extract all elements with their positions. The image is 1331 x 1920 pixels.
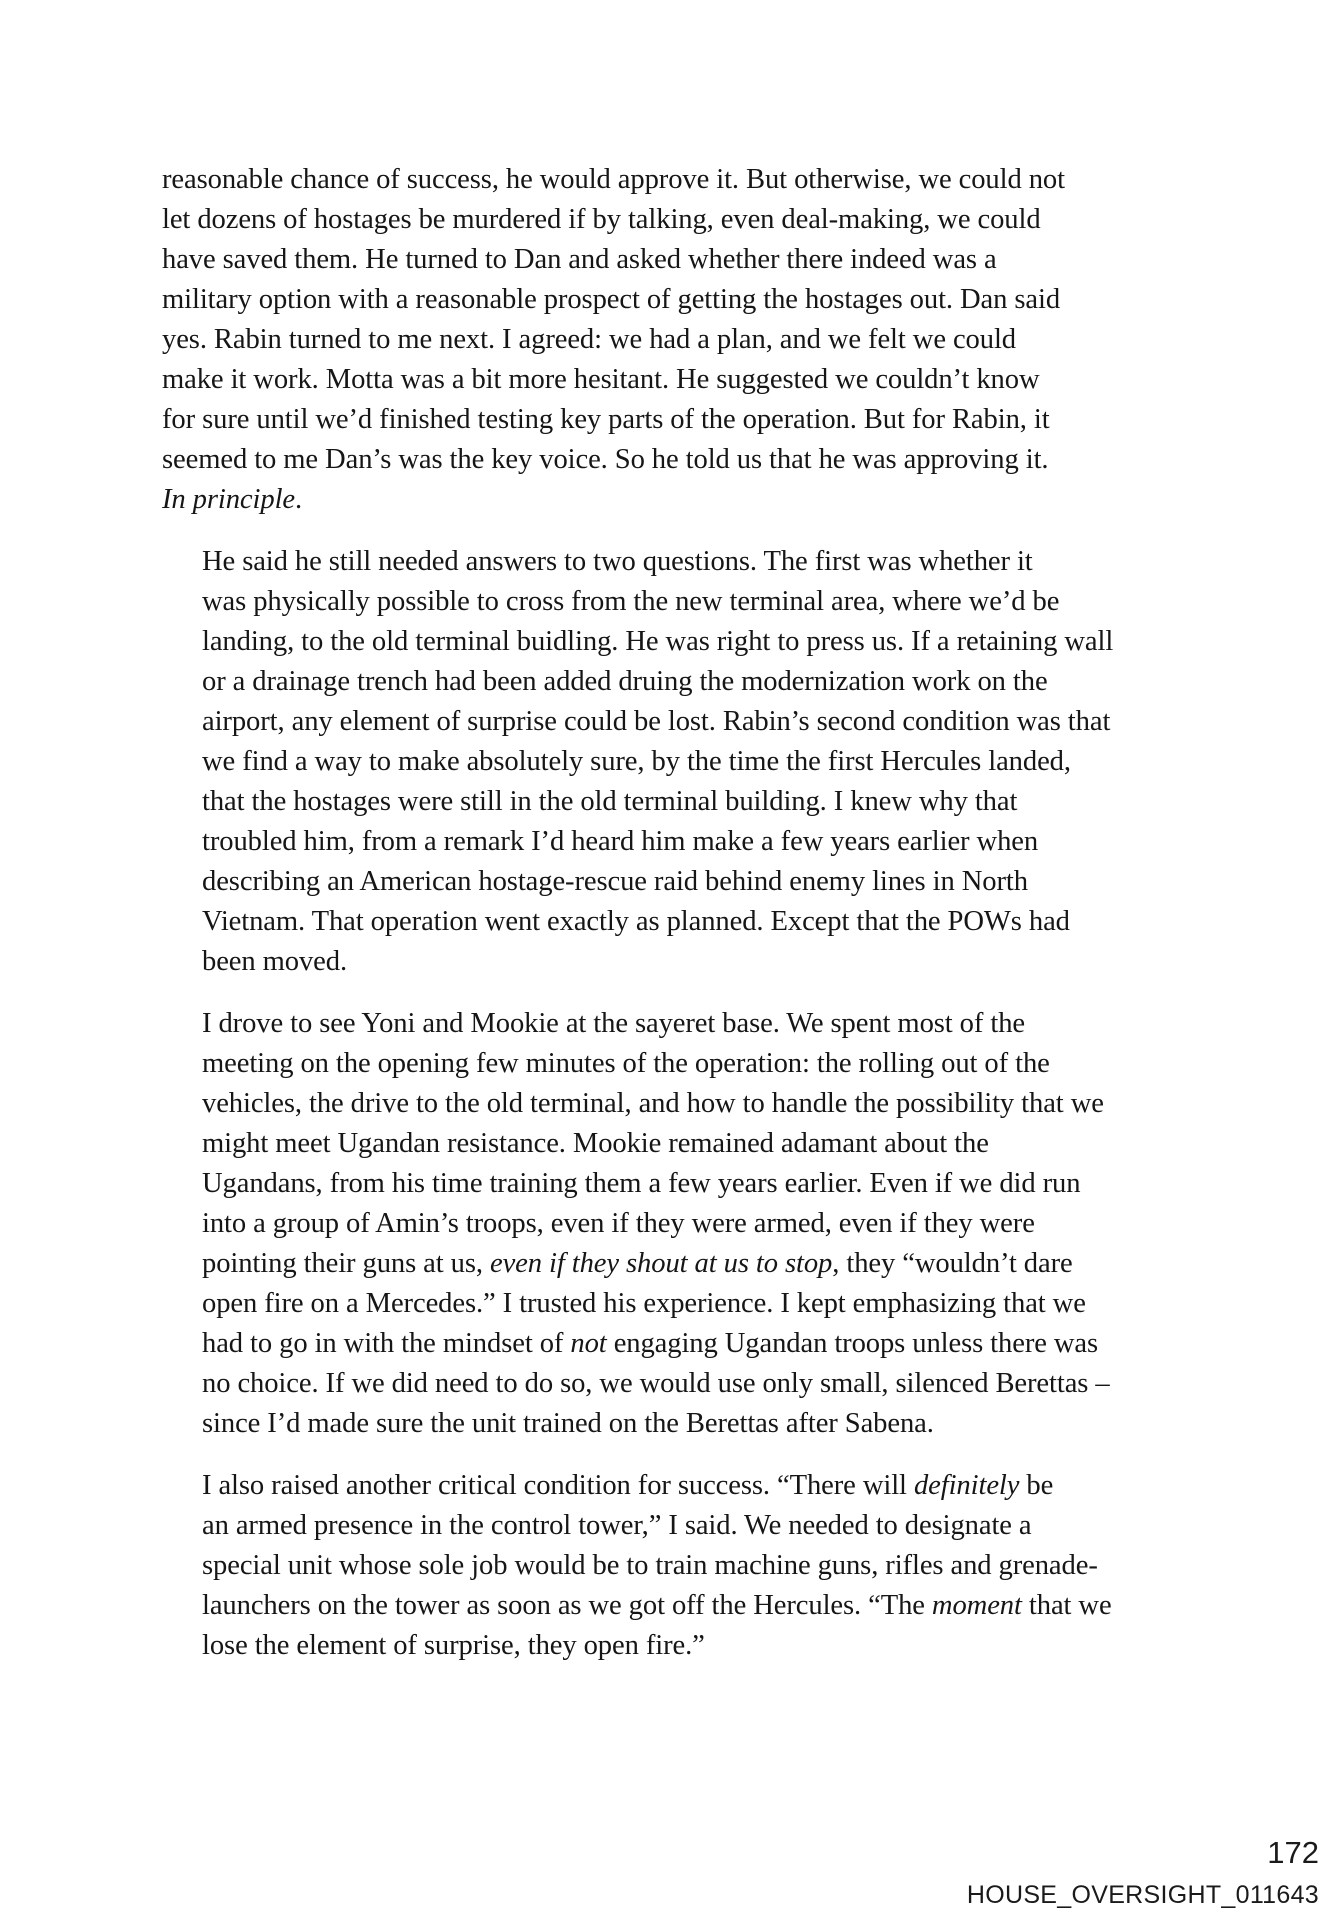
text-line bbox=[162, 542, 1182, 582]
text-run: be bbox=[1019, 1470, 1054, 1501]
text-run: for sure until we’d finished testing key parts of the operation. But for Rabin, it bbox=[162, 404, 1050, 435]
italic-text: definitely bbox=[913, 1470, 1020, 1501]
text-run: special unit whose sole job would be to train machine guns, rifles and grenade- bbox=[202, 1550, 1098, 1581]
text-run: had to go in with the mindset of bbox=[202, 1328, 571, 1359]
text-line bbox=[162, 582, 1182, 622]
text-run: no choice. If we did need to do so, we would use only small, silenced Berettas – bbox=[202, 1368, 1110, 1399]
text-run: landing, to the old terminal buidling. He was right to press us. If a retaining wall bbox=[202, 626, 1114, 657]
text-line bbox=[162, 782, 1182, 822]
text-run: , they “wouldn’t dare bbox=[832, 1248, 1073, 1279]
paragraph bbox=[162, 1004, 1182, 1444]
text-line bbox=[162, 1004, 1182, 1044]
text-line bbox=[162, 200, 1182, 240]
text-line bbox=[162, 1244, 1182, 1284]
text-run: engaging Ugandan troops unless there was bbox=[606, 1328, 1099, 1359]
text-run: make it work. Motta was a bit more hesitant. He suggested we couldn’t know bbox=[162, 364, 1040, 395]
text-run: open fire on a Mercedes.” I trusted his experience. I kept emphasizing that we bbox=[202, 1288, 1086, 1319]
text-line bbox=[162, 1324, 1182, 1364]
text-run: I drove to see Yoni and Mookie at the sayeret base. We spent most of the bbox=[202, 1008, 1025, 1039]
text-line bbox=[162, 902, 1182, 942]
text-run: . bbox=[295, 484, 303, 515]
text-line bbox=[162, 1364, 1182, 1404]
text-run: let dozens of hostages be murdered if by talking, even deal-making, we could bbox=[162, 204, 1041, 235]
text-line bbox=[162, 862, 1182, 902]
text-line bbox=[162, 480, 1182, 520]
italic-text: even if they shout at us to stop bbox=[490, 1248, 833, 1279]
text-run: was physically possible to cross from the new terminal area, where we’d be bbox=[202, 586, 1060, 617]
text-line bbox=[162, 440, 1182, 480]
text-line bbox=[162, 1404, 1182, 1444]
text-line bbox=[162, 400, 1182, 440]
text-run: that we bbox=[1021, 1590, 1112, 1621]
text-line bbox=[162, 280, 1182, 320]
text-run: Ugandans, from his time training them a few years earlier. Even if we did run bbox=[202, 1168, 1081, 1199]
text-line bbox=[162, 1506, 1182, 1546]
text-line bbox=[162, 160, 1182, 200]
text-line bbox=[162, 1466, 1182, 1506]
text-run: we find a way to make absolutely sure, by the time the first Hercules landed, bbox=[202, 746, 1071, 777]
text-line bbox=[162, 662, 1182, 702]
body-text bbox=[162, 160, 1182, 1688]
text-line bbox=[162, 1164, 1182, 1204]
text-line bbox=[162, 622, 1182, 662]
text-run: He said he still needed answers to two questions. The first was whether it bbox=[202, 546, 1033, 577]
text-line bbox=[162, 742, 1182, 782]
text-line bbox=[162, 702, 1182, 742]
text-run: yes. Rabin turned to me next. I agreed: we had a plan, and we felt we could bbox=[162, 324, 1016, 355]
text-line bbox=[162, 1546, 1182, 1586]
text-run: or a drainage trench had been added druing the modernization work on the bbox=[202, 666, 1048, 697]
paragraph bbox=[162, 1466, 1182, 1666]
text-run: vehicles, the drive to the old terminal, and how to handle the possibility that we bbox=[202, 1088, 1104, 1119]
bates-number: HOUSE_OVERSIGHT_011643 bbox=[966, 1881, 1319, 1909]
italic-text: In principle bbox=[162, 484, 296, 515]
text-run: meeting on the opening few minutes of the operation: the rolling out of the bbox=[202, 1048, 1050, 1079]
text-line bbox=[162, 1204, 1182, 1244]
text-line bbox=[162, 1124, 1182, 1164]
text-line bbox=[162, 1044, 1182, 1084]
page-number: 172 bbox=[1267, 1835, 1319, 1870]
italic-text: not bbox=[570, 1328, 607, 1359]
text-line bbox=[162, 320, 1182, 360]
text-run: since I’d made sure the unit trained on the Berettas after Sabena. bbox=[202, 1408, 934, 1439]
text-line bbox=[162, 1084, 1182, 1124]
text-run: describing an American hostage-rescue raid behind enemy lines in North bbox=[202, 866, 1028, 897]
text-line bbox=[162, 240, 1182, 280]
paragraph bbox=[162, 160, 1182, 520]
text-line bbox=[162, 1626, 1182, 1666]
italic-text: moment bbox=[931, 1590, 1022, 1621]
text-run: launchers on the tower as soon as we got off the Hercules. “The bbox=[202, 1590, 932, 1621]
text-run: I also raised another critical condition for success. “There will bbox=[202, 1470, 914, 1501]
text-run: lose the element of surprise, they open fire.” bbox=[202, 1630, 705, 1661]
text-run: been moved. bbox=[202, 946, 347, 977]
text-run: might meet Ugandan resistance. Mookie remained adamant about the bbox=[202, 1128, 989, 1159]
text-line bbox=[162, 360, 1182, 400]
text-run: military option with a reasonable prospect of getting the hostages out. Dan said bbox=[162, 284, 1061, 315]
text-run: pointing their guns at us, bbox=[202, 1248, 490, 1279]
text-run: have saved them. He turned to Dan and asked whether there indeed was a bbox=[162, 244, 997, 275]
text-line bbox=[162, 942, 1182, 982]
text-run: seemed to me Dan’s was the key voice. So he told us that he was approving it. bbox=[162, 444, 1049, 475]
paragraph bbox=[162, 542, 1182, 982]
text-run: Vietnam. That operation went exactly as planned. Except that the POWs had bbox=[202, 906, 1070, 937]
text-run: an armed presence in the control tower,” I said. We needed to designate a bbox=[202, 1510, 1032, 1541]
text-line bbox=[162, 822, 1182, 862]
text-line bbox=[162, 1586, 1182, 1626]
text-run: reasonable chance of success, he would approve it. But otherwise, we could not bbox=[162, 164, 1065, 195]
text-run: airport, any element of surprise could be lost. Rabin’s second condition was that bbox=[202, 706, 1111, 737]
text-line bbox=[162, 1284, 1182, 1324]
text-run: troubled him, from a remark I’d heard him make a few years earlier when bbox=[202, 826, 1039, 857]
text-run: that the hostages were still in the old terminal building. I knew why that bbox=[202, 786, 1018, 817]
text-run: into a group of Amin’s troops, even if they were armed, even if they were bbox=[202, 1208, 1035, 1239]
